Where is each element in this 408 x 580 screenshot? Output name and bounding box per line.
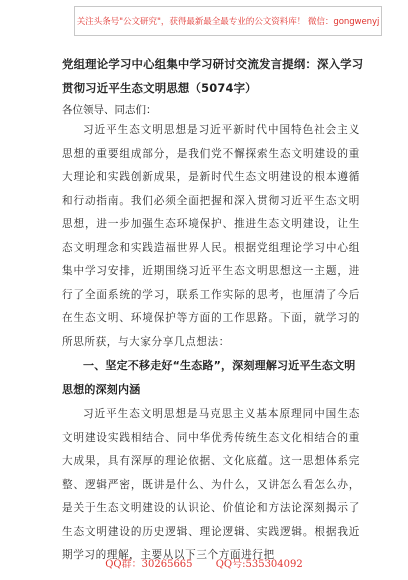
promo-banner <box>74 6 382 36</box>
section-heading: 一、坚定不移走好“生态路”，深刻理解习近平生态文明思想的深刻内涵 <box>62 359 356 396</box>
salutation: 各位领导、同志们： <box>62 104 157 116</box>
paragraph-section-1: 习近平生态文明思想是马克思主义基本原理同中国生态文明建设实践相结合、同中华优秀传统生态文化相结合的重大成果，具有深厚的理论依据、文化底蕴。这一思想体系完整、逻辑严密，既讲是什么、为什么，又讲怎么看怎么办，是关于生态文明建设的认识论、价值论和方法论深刻揭示了生态文明建设的历史逻辑、理论逻辑、实践逻辑。根据我近期学习的理解，主要从以下三个方面进行把 <box>62 408 360 561</box>
footer-qq-group: QQ群：30265665 <box>105 559 193 570</box>
footer-qq-number: QQ号:535304092 <box>215 559 303 570</box>
paragraph-intro: 习近平生态文明思想是习近平新时代中国特色社会主义思想的重要组成部分，是我们党不懈探索生态文明建设的重大理论和实践创新成果，是新时代生态文明建设的根本遵循和行动指南。我们必须全面把握和深入贯彻习近平生态文明思想，进一步加强生态环境保护、推进生态文明建设，让生态文明理念和实践造福世界人民。根据党组理论学习中心组集中学习安排，近期围绕习近平生态文明思想这一主题，进行了全面系统的学习，联系工作实际的思考，也厘清了今后在生态文明、环境保护等方面的工作思路。下面，就学习的所思所获，与大家分享几点想法： <box>62 124 360 348</box>
footer-contact <box>0 555 408 570</box>
promo-banner-text: 关注头条号"公文研究"，获得最新最全最专业的公文资料库！ 微信：gongwenyj <box>76 17 380 27</box>
document-title: 党组理论学习中心组集中学习研讨交流发言提纲：深入学习贯彻习近平生态文明思想（5074字） <box>62 57 364 95</box>
